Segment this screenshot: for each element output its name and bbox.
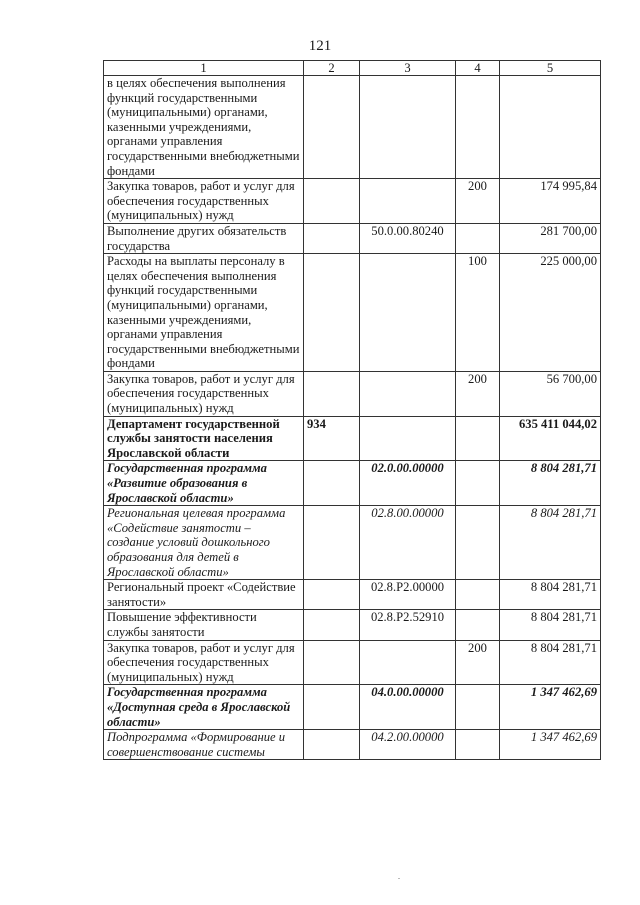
scan-speck <box>398 878 400 879</box>
table-row <box>104 461 601 506</box>
header-col-1: 1 <box>104 61 304 76</box>
cell-ministry-code <box>304 76 360 179</box>
table-row <box>104 76 601 179</box>
cell-expense-type <box>456 610 500 640</box>
cell-ministry-code <box>304 640 360 685</box>
cell-target-article: 50.0.00.80240 <box>360 223 456 253</box>
header-col-5: 5 <box>500 61 601 76</box>
cell-target-article <box>360 76 456 179</box>
cell-amount: 8 804 281,71 <box>500 506 601 580</box>
cell-target-article: 02.8.Р2.52910 <box>360 610 456 640</box>
cell-name: Закупка товаров, работ и услуг для обеспечения государственных (муниципальных) нужд <box>104 640 304 685</box>
header-col-3: 3 <box>360 61 456 76</box>
cell-target-article <box>360 416 456 461</box>
cell-target-article: 04.2.00.00000 <box>360 730 456 760</box>
cell-ministry-code <box>304 223 360 253</box>
cell-expense-type <box>456 506 500 580</box>
header-row <box>104 61 601 76</box>
cell-name: Подпрограмма «Формирование и совершенствование системы <box>104 730 304 760</box>
table-row <box>104 640 601 685</box>
table-row <box>104 416 601 461</box>
cell-target-article: 02.8.Р2.00000 <box>360 580 456 610</box>
cell-target-article <box>360 254 456 372</box>
cell-ministry-code <box>304 506 360 580</box>
cell-target-article: 02.8.00.00000 <box>360 506 456 580</box>
cell-expense-type: 200 <box>456 371 500 416</box>
cell-ministry-code <box>304 179 360 224</box>
cell-ministry-code <box>304 610 360 640</box>
header-col-4: 4 <box>456 61 500 76</box>
cell-name: Закупка товаров, работ и услуг для обеспечения государственных (муниципальных) нужд <box>104 179 304 224</box>
cell-amount: 281 700,00 <box>500 223 601 253</box>
cell-expense-type <box>456 416 500 461</box>
table-row <box>104 179 601 224</box>
table-row <box>104 685 601 730</box>
cell-expense-type <box>456 580 500 610</box>
page-number: 121 <box>308 38 332 54</box>
cell-ministry-code <box>304 254 360 372</box>
table-row <box>104 254 601 372</box>
cell-expense-type <box>456 76 500 179</box>
cell-expense-type: 200 <box>456 179 500 224</box>
table-row <box>104 223 601 253</box>
cell-amount: 8 804 281,71 <box>500 640 601 685</box>
cell-name: Государственная программа «Развитие образования в Ярославской области» <box>104 461 304 506</box>
cell-name: Повышение эффективности службы занятости <box>104 610 304 640</box>
table-row <box>104 506 601 580</box>
cell-target-article: 04.0.00.00000 <box>360 685 456 730</box>
cell-amount: 174 995,84 <box>500 179 601 224</box>
cell-name: в целях обеспечения выполнения функций государственными (муниципальными) органами, казенными учреждениями, органами управления государственными внебюджетными фондами <box>104 76 304 179</box>
cell-target-article: 02.0.00.00000 <box>360 461 456 506</box>
cell-amount: 8 804 281,71 <box>500 461 601 506</box>
cell-ministry-code <box>304 371 360 416</box>
cell-amount: 8 804 281,71 <box>500 580 601 610</box>
cell-ministry-code: 934 <box>304 416 360 461</box>
cell-amount: 635 411 044,02 <box>500 416 601 461</box>
cell-expense-type <box>456 685 500 730</box>
cell-ministry-code <box>304 730 360 760</box>
budget-table <box>103 60 601 760</box>
cell-ministry-code <box>304 580 360 610</box>
cell-name: Региональный проект «Содействие занятости» <box>104 580 304 610</box>
cell-ministry-code <box>304 461 360 506</box>
cell-name: Выполнение других обязательств государства <box>104 223 304 253</box>
cell-amount: 1 347 462,69 <box>500 685 601 730</box>
table-row <box>104 730 601 760</box>
table-row <box>104 371 601 416</box>
cell-name: Департамент государственной службы занятости населения Ярославской области <box>104 416 304 461</box>
cell-name: Закупка товаров, работ и услуг для обеспечения государственных (муниципальных) нужд <box>104 371 304 416</box>
cell-expense-type: 200 <box>456 640 500 685</box>
cell-target-article <box>360 179 456 224</box>
header-col-2: 2 <box>304 61 360 76</box>
cell-amount: 8 804 281,71 <box>500 610 601 640</box>
cell-expense-type <box>456 730 500 760</box>
cell-expense-type <box>456 461 500 506</box>
table-row <box>104 580 601 610</box>
cell-expense-type: 100 <box>456 254 500 372</box>
cell-amount: 56 700,00 <box>500 371 601 416</box>
cell-name: Региональная целевая программа «Содействие занятости – создание условий дошкольного образования для детей в Ярославской области» <box>104 506 304 580</box>
cell-name: Расходы на выплаты персоналу в целях обеспечения выполнения функций государственными (муниципальными) органами, казенными учреждениями, органами управления государственными внебюджетными фондами <box>104 254 304 372</box>
cell-expense-type <box>456 223 500 253</box>
cell-amount: 225 000,00 <box>500 254 601 372</box>
table-row <box>104 610 601 640</box>
cell-name: Государственная программа «Доступная среда в Ярославской области» <box>104 685 304 730</box>
table-header <box>104 61 601 76</box>
cell-amount: 1 347 462,69 <box>500 730 601 760</box>
cell-target-article <box>360 640 456 685</box>
cell-target-article <box>360 371 456 416</box>
cell-amount <box>500 76 601 179</box>
cell-ministry-code <box>304 685 360 730</box>
table-body <box>104 76 601 760</box>
